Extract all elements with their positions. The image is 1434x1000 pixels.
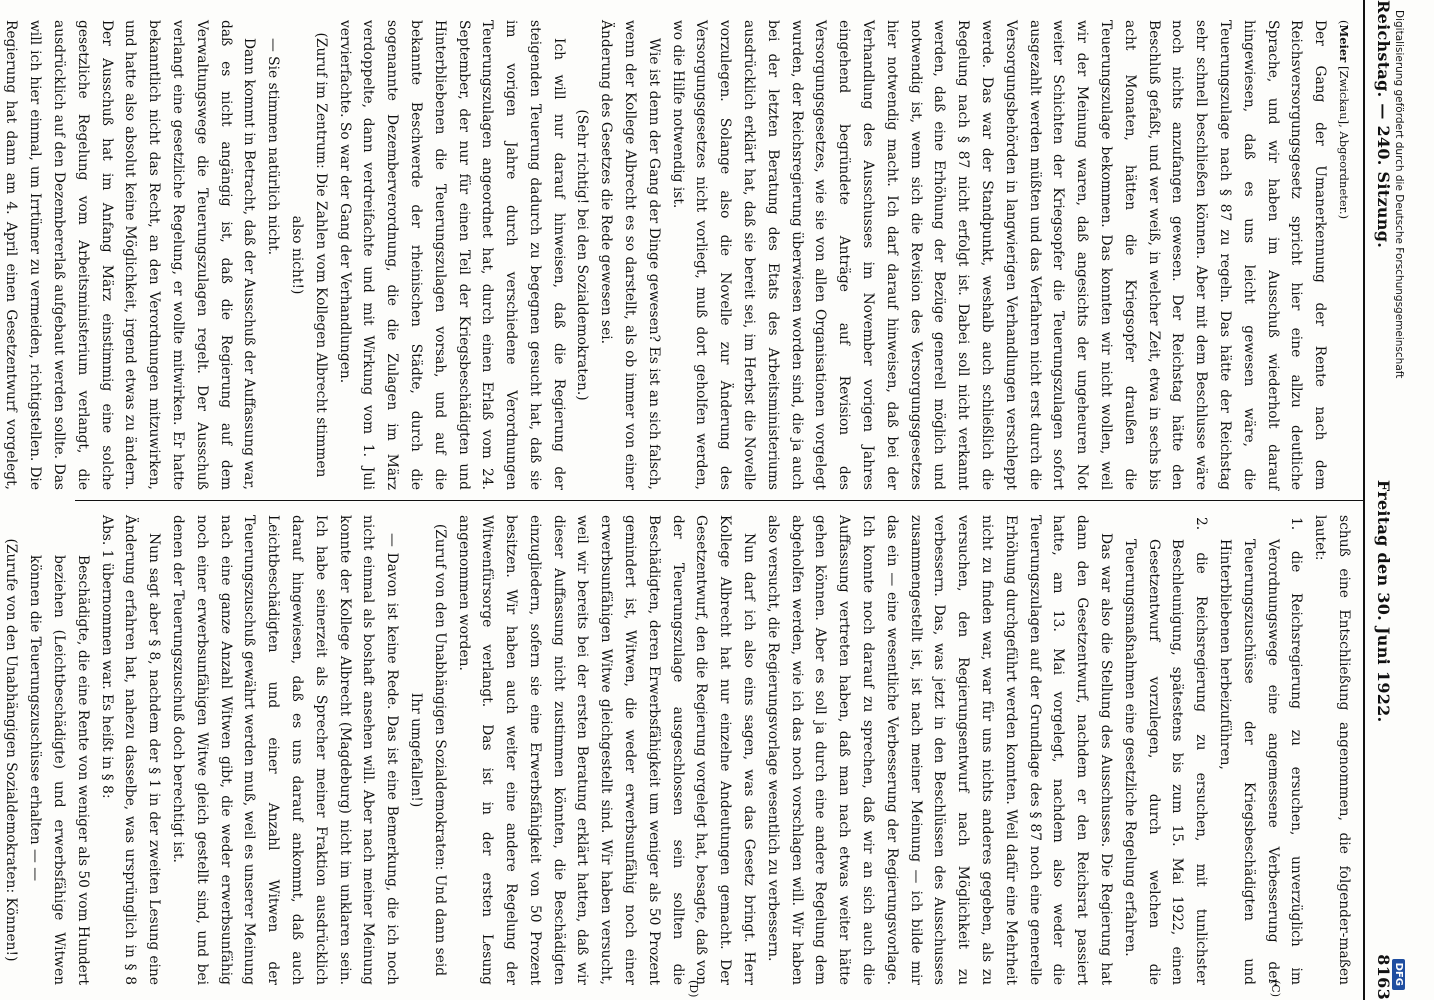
interjection: (Zuruf im Zentrum: Die Zahlen vom Kollegen Albrecht stimmen also nicht!) <box>288 32 329 478</box>
paragraph: Nun darf ich also eins sagen, was das Gesetz bringt. Herr Kollege Albrecht hat nur einzelne Andeutungen gemacht. Der Gesetzentwurf, den die Regierung vorgelegt hat, besagte, daß von der Teuerungszulage ausgeschlossen sein sollten die Beschädigten, deren Erwerbsfähigkeit um weniger als 50 Prozent gemindert ist, Witwen, die weder erwerbsunfähig noch einer erwerbsunfähigen Witwe gleichgestellt sind. Wir haben versucht, weil wir bereits bei der ersten Beratung erklärt hatten, daß wir dieser Auffassung nicht zustimmen könnten, die Beschädigten einzugliedern, sofern sie eine Erwerbsfähigkeit von 50 Prozent besitzen. Wir haben auch weiter eine andere Regelung der Witwenfürsorge verlangt. Das ist in der ersten Lesung angenommen worden. <box>455 515 758 985</box>
right-column <box>3 515 1355 985</box>
funding-note <box>1388 10 1410 990</box>
speaker-context: [Zwickau], Abgeordneter.) <box>1337 65 1351 220</box>
paragraph: — Davon ist keine Rede. Das ist eine Bemerkung, die ich noch nicht einmal als boshaft ansehen will. Aber nach meiner Meinung konnte der Kollege Albrecht (Magdeburg) nicht im unklaren sein. Ich habe seinerzeit als Sprecher meiner Fraktion ausdrücklich darauf hingewiesen, daß es uns darauf ankommt, daß auch Leichtbeschädigten und einer Anzahl Witwen der Teuerungszuschuß gewährt werden muß, weil es unserer Meinung nach eine ganze Anzahl Witwen gibt, die weder erwerbsunfähig noch einer erwerbsunfähigen Witwe gleich gestellt sind, und bei denen der Teuerungszuschuß doch berechtigt ist. <box>169 515 401 985</box>
speaker-name: Meier <box>1337 24 1351 63</box>
paragraph: Der Gang der Umanerkennung der Rente nach dem Reichsversorgungsgesetz spricht hier eine allzu deutliche Sprache, und wir haben im Ausschuß wiederholt darauf hingewiesen, daß es uns leicht gewesen wäre, die Teuerungszulage nach § 87 zu regeln. Das hätte der Reichstag sehr schnell beschließen können. Aber mit dem Beschlusse wäre noch nichts anzufangen gewesen. Der Reichstag hätte den Beschluß gefaßt, und wer weiß, in welcher Zeit, etwa in sechs bis acht Monaten, hätten die Kriegsopfer draußen die Teuerungszulage bekommen. Das konnten wir nicht wollen, weil wir der Meinung waren, daß angesichts der ungeheuren Not weiter Schichten der Kriegsopfer die Teuerungszulagen sofort ausgezahlt werden müßten und das Verfahren nicht erst durch die Versorgungsbehörden in langwierigen Verhandlungen verschleppt werde. Das war der Standpunkt, weshalb auch schließlich die Regelung nach § 87 nicht erfolgt ist. Dabei soll nicht verkannt werden, daß eine Erhöhung der Bezüge generell möglich und notwendig ist, wenn sich die Revision des Versorgungsgesetzes hier notwendig macht. Ich darf darauf hinweisen, daß bei der Verhandlung des Ausschusses im November vorigen Jahres eingehend begründete Anträge auf Revision des Versorgungsgesetzes, wie sie von allen Organisationen vorgelegt wurden, der Reichsregierung überwiesen worden sind, die ja auch bei der letzten Beratung des Etats des Arbeitsministeriums ausdrücklich erklärt hat, daß sie bereit sei, im Herbst die Novelle vorzulegen. Solange also die Novelle zur Änderung des Versorgungsgesetzes nicht vorliegt, muß dort geholfen werden, wo die Hilfe notwendig ist. <box>669 20 1329 490</box>
paragraph: Ich will nur darauf hinweisen, daß die Regierung der steigenden Teuerung dadurch zu begegnen gesucht hat, daß sie im vorigen Jahre durch verschiedene Verordnungen Teuerungszulagen angeordnet hat, durch einen Erlaß vom 24. September, der nur für einen Teil der Kriegsbeschädigten und Hinterbliebenen die Teuerungszulagen vorsah, und auf die bekannte Beschwerde der rheinischen Städte, durch die sogenannte Dezemberverordnung, die die Zulagen im März verdoppelte, dann verdreifachte und mit Wirkung vom 1. Juli vervierfachte. So war der Gang der Verhandlungen. <box>336 20 567 490</box>
quoted-law: Beschädigte, die eine Rente von weniger als 50 vom Hundert beziehen (Leichtbeschädigte) und erwerbsfähige Witwen können die Teuerungszuschüsse erhalten — — <box>27 555 91 985</box>
interjection: (Zuruf von den Unabhängigen Sozialdemokraten: Und dann seid Ihr umgefallen!) <box>407 523 448 977</box>
paragraph: Wie ist denn der Gang der Dinge gewesen? Es ist an sich falsch, wenn der Kollege Albrecht es so darstellt, als ob immer von einer Änderung des Gesetzes die Rede gewesen sei. <box>598 20 662 490</box>
page-number: 8163 <box>1373 954 1393 1000</box>
resolution-item: 1. die Reichsregierung zu ersuchen, unverzüglich im Verordnungswege eine angemessene Verbesserung der Teuerungszuschüsse der Kriegsbeschädigten und Hinterbliebenen herbeizuführen, <box>1217 517 1305 985</box>
interjection: (Zurufe von den Unabhängigen Sozialdemokraten: Können!) <box>3 538 20 962</box>
paragraph: schuß eine Entschließung angenommen, die folgender-maßen lautet: <box>1312 515 1352 985</box>
left-column <box>3 20 1355 490</box>
paragraph: Dann kommt in Betracht, daß der Ausschuß der Auffassung war, daß es nicht angängig ist, daß die Regierung auf dem Verwaltungswege die Teuerungszulagen regelt. Der Ausschuß verlangt eine gesetzliche Regelung, er wollte mitwirken. Er hatte bekanntlich nicht das Recht, an den Verordnungen mitzuwirken, und hatte also absolut keine Möglichkeit, irgend etwas zu ändern. Der Ausschuß hat im Anfang März einstimmig eine solche gesetzliche Regelung vom Arbeitsministerium verlangt, die ausdrücklich auf den Dezembererlaß aufgebaut werden sollte. Das will ich hier einmal, um Irrtümer zu vermeiden, richtigstellen. Die Regierung hat dann am 4. April einen Gesetzentwurf vorgelegt, <box>3 20 258 490</box>
rotated-page-content <box>3 0 1405 1000</box>
paragraph: Das war also die Stellung des Ausschusses. Die Regierung hat dann den Gesetzentwurf, nachdem er den Reichsrat passiert hatte, am 13. Mai vorgelegt, nachdem also weder die Teuerungszulagen auf der Grundlage des § 87 noch eine generelle Erhöhung durchgeführt werden konnten. Weil dafür eine Mehrheit nicht zu finden war, war für uns nichts anderes gegeben, als zu versuchen, den Regierungsentwurf nach Möglichkeit zu verbessern. Das, was jetzt in den Beschlüssen des Ausschusses zusammengestellt ist, ist nach meiner Meinung — ich bilde mir das ein — eine wesentliche Verbesserung der Regierungsvorlage. Ich konnte noch darauf zu sprechen, daß wir an sich auch die Auffassung vertreten haben, daß man nach etwas weiter hätte gehen können. Aber es soll ja durch eine andere Regelung dem abgeholfen werden, wie ich das noch vorschlagen will. Wir haben also versucht, die Regierungsvorlage wesentlich zu verbessern. <box>764 515 1115 985</box>
dfg-logo: DFG <box>1393 959 1406 990</box>
margin-marker-c: (C) <box>1269 980 1282 997</box>
funding-text: Digitalisierung gefördert durch die Deutsche Forschungsgemeinschaft <box>1393 10 1405 379</box>
header-session: Reichstag. — 240. Sitzung. <box>1373 0 1393 249</box>
interjection: (Sehr richtig! bei den Sozialdemokraten.) <box>574 109 591 401</box>
column-divider <box>75 500 1365 501</box>
resolution-item: 2. die Reichsregierung zu ersuchen, mit tunlichster Beschleunigung, spätestens bis zum 15. Mai 1922, einen Gesetzentwurf vorzulegen, durch welchen die Teuerungsmaßnahmen eine gesetzliche Regelung erfahren. <box>1121 517 1210 985</box>
speaker-line: (Meier [Zwickau], Abgeordneter.) <box>1337 20 1351 220</box>
paragraph: Nun sagt aber § 8, nachdem der § 1 in der zweiten Lesung eine Änderung erfahren hat, nahezu dasselbe, was ursprünglich in § 8 Abs. 1 übernommen war. Es heißt in § 8: <box>98 515 163 985</box>
header-date: Freitag den 30. Juni 1922. <box>1373 479 1393 723</box>
margin-marker-d: (D) <box>687 980 700 998</box>
paragraph: — Sie stimmen natürlich nicht. <box>265 38 282 256</box>
